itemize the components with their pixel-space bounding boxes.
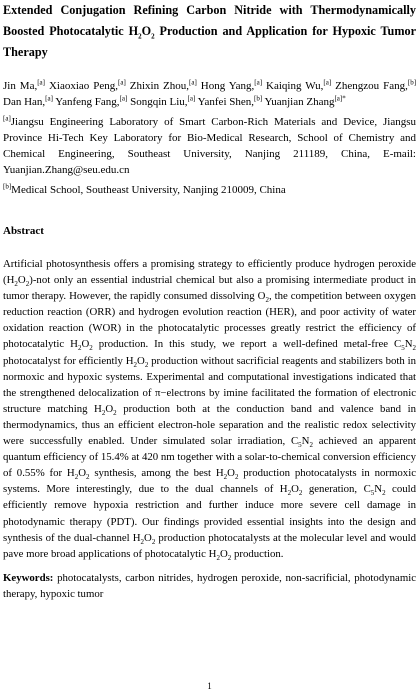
author: Zhengzou Fang,[b] — [335, 78, 417, 92]
author: Kaiqing Wu,[a] — [266, 78, 332, 92]
author: Songqin Liu,[a] — [130, 94, 196, 108]
abstract-body: Artificial photosynthesis offers a promising strategy to efficiently produce hydrogen peroxide $(H_2O_2)$-not only an essential industrial chemical but also a promising intermediate product in tumor therapy. However, the rapidly consumed dissolving $O_2$, the competition between oxygen reduction reaction (ORR) and hydrogen evolution reaction (HER), and poor activity of water oxidation reaction (WOR) in the photocatalytic processes greatly restrict the efficiency of photocatalytic $H_2O_2$ production. In this study, we report a well-defined metal-free $C_5N_2$ photocatalyst for efficiently $H_2O_2$ production without sacrificial reagents and stabilizers both in normoxic and hypoxic systems. Experimental and computational investigations indicated that the strengthened delocalization of π−electrons by imine facilitated the formation of electronic structure matching $H_2O_2$ production both at the conduction band and valence band in thermodynamics, thus an efficient electron-hole separation and the realistic redox selectivity were successfully enabled. Under simulated solar irradiation, $C_5N_2$ achieved an apparent quantum efficiency of 15.4% at 420 nm together with a solar-to-chemical conversion efficiency of 0.55% for $H_2O_2$ synthesis, among the best $H_2O_2$ production photocatalysts in normoxic systems. More interestingly, due to the dual channels of $H_2O_2$ generation, $C_5N_2$ could efficiently remove hypoxia restriction and further induce more severe cell damage in photodynamic therapy (PDT). Our findings provided essential insights into the design and synthesis of the dual-channel $H_2O_2$ production photocatalysts at the molecular level and would pave more broad applications of photocatalytic $H_2O_2$ production. — [3, 258, 417, 562]
author: Yanfei Shen,[b] — [197, 94, 263, 108]
author: Xiaoxiao Peng,[a] — [48, 78, 126, 92]
author: Zhixin Zhou,[a] — [129, 78, 197, 92]
paper-title: Extended Conjugation Refining Carbon Nitride with Thermodynamically Boosted Photocatalytic $H_2O_2$ Production and Application for Hypoxic Tumor Therapy — [3, 3, 416, 59]
affiliation-b: [b]Medical School, Southeast University, Nanjing 210009, China — [3, 182, 286, 196]
author: Dan Han,[a] — [3, 94, 53, 108]
keywords-label: Keywords: — [3, 571, 54, 584]
keywords-text: photocatalysts, carbon nitrides, hydrogen peroxide, non-sacrificial, photodynamic therapy, hypoxic tumor — [3, 571, 417, 600]
author: Jin Ma,[a] — [3, 78, 45, 92]
page-number: 1 — [207, 681, 212, 691]
affiliation-a: [a]Jiangsu Engineering Laboratory of Smart Carbon-Rich Materials and Device, Jiangsu Province Hi-Tech Key Laboratory for Bio-Medical Research, School of Chemistry and Chemical Engineering, Southeast University, Nanjing 211189, China, E-mail: Yuanjian.Zhang@seu.edu.cn — [3, 114, 416, 176]
author: Yuanjian Zhang$^{[a]*}$ — [264, 94, 346, 108]
author: Yanfeng Fang,[a] — [55, 94, 128, 108]
author: Hong Yang,[a] — [200, 78, 263, 92]
author-list — [3, 78, 416, 110]
abstract-heading: Abstract — [3, 225, 44, 237]
keywords — [3, 570, 416, 602]
